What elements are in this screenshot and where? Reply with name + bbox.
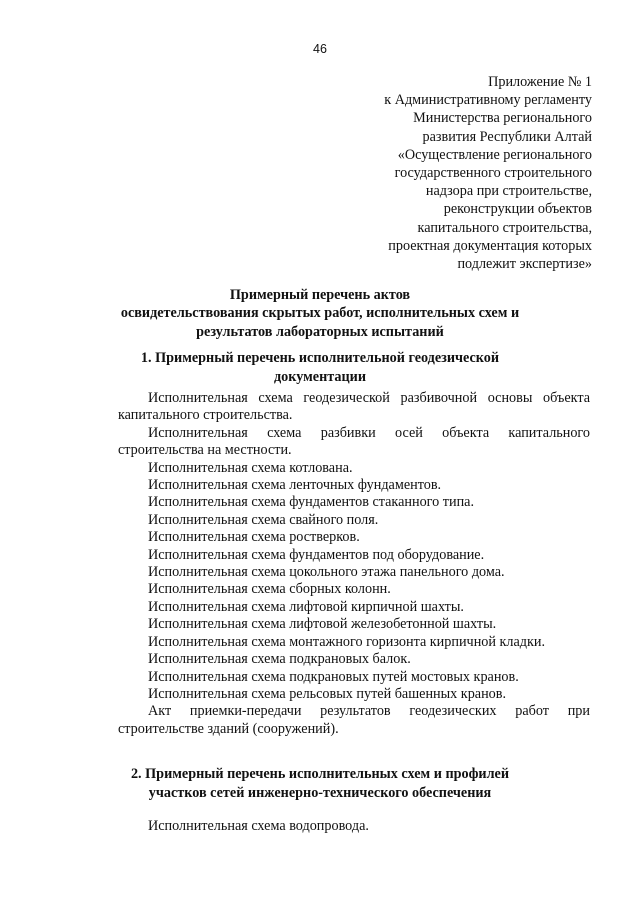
appendix-line: развития Республики Алтай: [422, 128, 592, 145]
heading-line: документации: [273, 368, 367, 385]
paragraph-line: Исполнительная схема геодезической разбивочной основы объекта: [148, 390, 590, 406]
title-line: результатов лабораторных испытаний: [196, 323, 444, 340]
list-item: Исполнительная схема подкрановых балок.: [148, 651, 411, 668]
paragraph-line: строительстве зданий (сооружений).: [118, 720, 339, 737]
title-line: освидетельствования скрытых работ, исполнительных схем и: [120, 305, 520, 322]
document-title: [0, 286, 640, 341]
list-item: Исполнительная схема фундаментов под оборудование.: [148, 546, 485, 563]
heading-line: участков сетей инженерно-технического обеспечения: [148, 784, 492, 801]
heading-line: 1. Примерный перечень исполнительной геодезической: [140, 350, 500, 366]
appendix-line: Министерства регионального: [413, 110, 592, 127]
appendix-line: «Осуществление регионального: [397, 146, 592, 163]
appendix-line: подлежит экспертизе»: [457, 256, 592, 273]
paragraph: [118, 425, 590, 460]
appendix-line: проектная документация которых: [388, 237, 592, 254]
list-item: Исполнительная схема ленточных фундаментов.: [148, 477, 442, 494]
appendix-line: капитального строительства,: [417, 219, 592, 236]
list-item: Исполнительная схема рельсовых путей башенных кранов.: [148, 685, 507, 702]
paragraph: [118, 390, 590, 425]
appendix-line: надзора при строительстве,: [425, 183, 592, 200]
appendix-line: государственного строительного: [394, 165, 592, 182]
section-1-heading: [0, 349, 640, 386]
appendix-line: к Административному регламенту: [384, 92, 592, 109]
heading-line: 2. Примерный перечень исполнительных схем и профилей: [130, 766, 510, 782]
list-item: Исполнительная схема монтажного горизонта кирпичной кладки.: [148, 633, 546, 650]
list-item: Исполнительная схема фундаментов стаканного типа.: [148, 494, 475, 511]
page-number: 46: [313, 42, 327, 56]
section-2-heading: [0, 765, 640, 802]
appendix-header: [292, 73, 592, 273]
paragraph-line: Акт приемки-передачи результатов геодезических работ при: [148, 703, 590, 720]
section-1-body: [118, 390, 590, 738]
appendix-line: Приложение № 1: [488, 74, 592, 90]
appendix-line: реконструкции объектов: [443, 201, 592, 218]
paragraph-line: Исполнительная схема разбивки осей объекта капитального: [148, 424, 590, 441]
list-item: Исполнительная схема сборных колонн.: [148, 581, 391, 598]
paragraph: [118, 703, 590, 738]
list-item: Исполнительная схема лифтовой кирпичной шахты.: [148, 598, 464, 615]
paragraph-line: капитального строительства.: [118, 407, 293, 424]
list-item: Исполнительная схема лифтовой железобетонной шахты.: [148, 616, 497, 633]
list-item: Исполнительная схема ростверков.: [148, 529, 360, 546]
list-item: Исполнительная схема свайного поля.: [148, 511, 379, 528]
list-item: Исполнительная схема котлована.: [148, 459, 353, 476]
paragraph-line: строительства на местности.: [118, 442, 292, 459]
list-item: Исполнительная схема подкрановых путей мостовых кранов.: [148, 668, 519, 685]
title-line: Примерный перечень актов: [229, 287, 411, 303]
list-item: Исполнительная схема цокольного этажа панельного дома.: [148, 564, 505, 581]
list-item: Исполнительная схема водопровода.: [148, 818, 369, 834]
